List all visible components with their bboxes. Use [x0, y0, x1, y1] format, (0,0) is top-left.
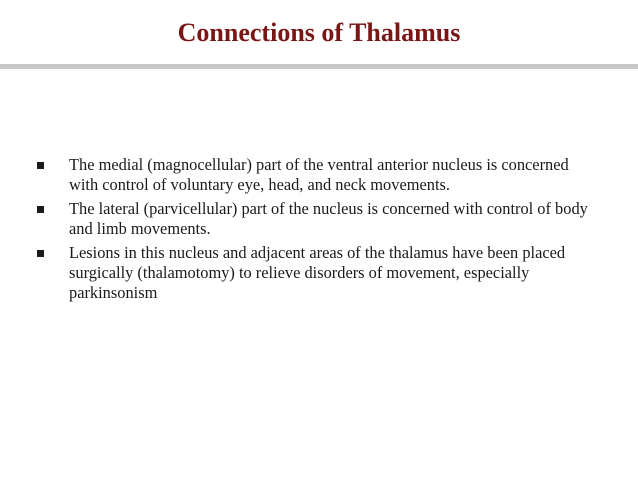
bullet-text: Lesions in this nucleus and adjacent areas of the thalamus have been placed surgically (thalamotomy) to relieve disorders of movement, especially parkinsonism — [69, 243, 566, 302]
bullet-item — [0, 155, 638, 194]
title-divider — [0, 64, 638, 69]
bullet-item — [0, 243, 638, 302]
bullet-item — [0, 199, 638, 238]
bullet-list — [0, 155, 638, 307]
square-bullet-icon — [37, 250, 44, 257]
bullet-text: The medial (magnocellular) part of the ventral anterior nucleus is concerned with control of voluntary eye, head, and neck movements. — [69, 155, 569, 194]
square-bullet-icon — [37, 206, 44, 213]
bullet-text: The lateral (parvicellular) part of the nucleus is concerned with control of body and limb movements. — [69, 199, 588, 238]
slide-title: Connections of Thalamus — [177, 18, 461, 47]
square-bullet-icon — [37, 162, 44, 169]
